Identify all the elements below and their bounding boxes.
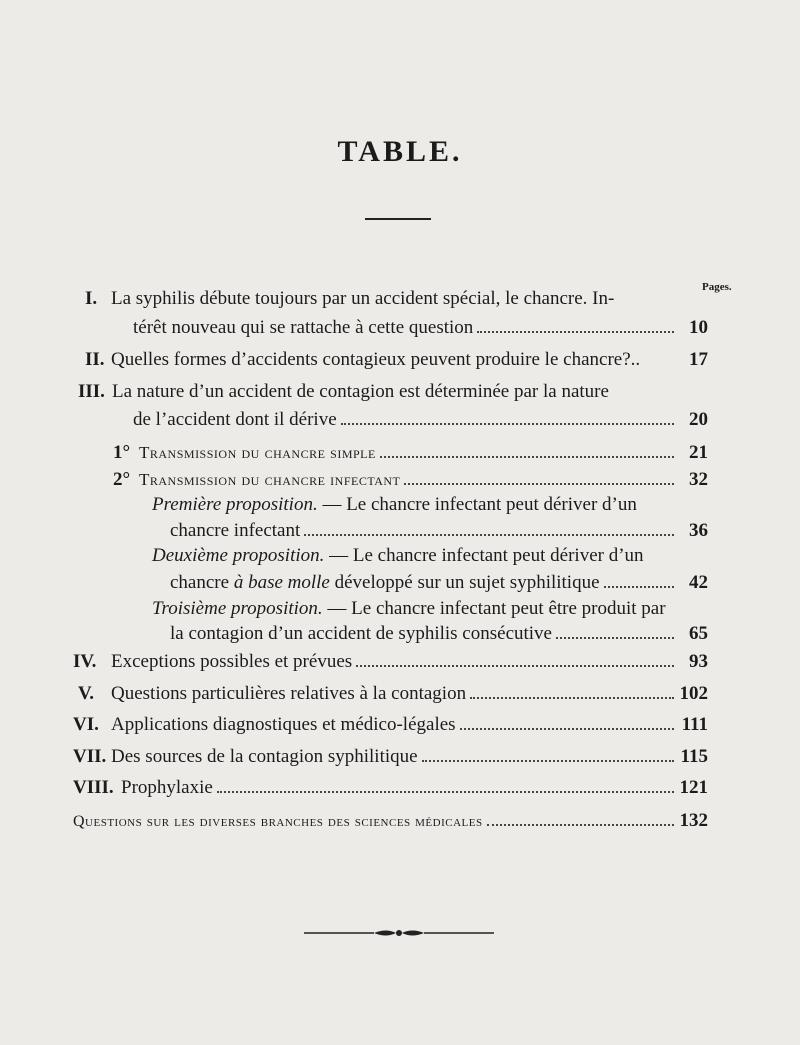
entry-text: — Le chancre infectant peut dériver d’un bbox=[322, 494, 637, 515]
entry-text: La syphilis débute toujours par un accident spécial, le chancre. In- bbox=[111, 288, 615, 309]
toc-proposition-1-cont bbox=[170, 520, 708, 542]
toc-entry-7 bbox=[73, 746, 708, 768]
leader-dots bbox=[604, 586, 674, 588]
ornament-divider bbox=[304, 926, 494, 940]
entry-page: 93 bbox=[689, 651, 708, 672]
leader-dots bbox=[217, 791, 674, 793]
entry-page: 20 bbox=[689, 409, 708, 430]
entry-text-cont: de l’accident dont il dérive bbox=[133, 409, 337, 430]
entry-page: 111 bbox=[681, 714, 708, 735]
proposition-label: Première proposition. bbox=[152, 494, 318, 515]
entry-text: — Le chancre infectant peut être produit par bbox=[327, 598, 666, 619]
entry-text: Exceptions possibles et prévues bbox=[111, 651, 353, 672]
leader-dots bbox=[422, 760, 674, 762]
leader-dots bbox=[341, 423, 674, 425]
leader-dots bbox=[470, 697, 674, 699]
toc-entry-1 bbox=[85, 288, 614, 310]
entry-text: Des sources de la contagion syphilitique bbox=[111, 746, 418, 767]
proposition-label: Deuxième proposition. bbox=[152, 545, 325, 566]
entry-text: Applications diagnostiques et médico-légales bbox=[111, 714, 456, 735]
entry-text: Questions sur les diverses branches des sciences médicales bbox=[73, 813, 483, 830]
toc-subentry-1 bbox=[113, 442, 708, 464]
toc-entry-5 bbox=[78, 683, 708, 705]
proposition-label: Troisième proposition. bbox=[152, 598, 323, 619]
title-rule bbox=[365, 218, 431, 220]
entry-page: 121 bbox=[679, 777, 708, 798]
leader-dots bbox=[380, 456, 674, 458]
toc-entry-3 bbox=[78, 381, 609, 403]
toc-entry-6 bbox=[73, 714, 708, 736]
toc-proposition-3 bbox=[152, 598, 666, 620]
entry-text: Transmission du chancre infectant bbox=[139, 470, 401, 489]
entry-text-cont: développé sur un sujet syphilitique bbox=[334, 572, 600, 593]
entry-number: II. bbox=[85, 349, 105, 370]
entry-number: VI. bbox=[73, 714, 99, 735]
entry-number: VII. bbox=[73, 746, 107, 767]
toc-proposition-3-cont bbox=[170, 623, 708, 645]
leader-dots bbox=[356, 665, 674, 667]
entry-page: 42 bbox=[689, 572, 708, 593]
toc-entry-1-cont bbox=[133, 317, 708, 339]
entry-text: Prophylaxie bbox=[121, 777, 213, 798]
entry-text-cont: la contagion d’un accident de syphilis consécutive bbox=[170, 623, 552, 644]
toc-entry-3-cont bbox=[133, 409, 708, 431]
entry-text-italic: à base molle bbox=[233, 572, 330, 593]
toc-proposition-2 bbox=[152, 545, 644, 567]
entry-number: VIII. bbox=[73, 777, 114, 798]
entry-text-cont: chancre bbox=[170, 572, 230, 593]
entry-text-cont: térêt nouveau qui se rattache à cette question bbox=[133, 317, 474, 338]
entry-number: IV. bbox=[73, 651, 97, 672]
entry-page: 17 bbox=[689, 349, 708, 370]
entry-text: Questions particulières relatives à la contagion bbox=[111, 683, 467, 704]
entry-page: 21 bbox=[689, 442, 708, 463]
toc-proposition-2-cont bbox=[170, 572, 708, 594]
toc-proposition-1 bbox=[152, 494, 637, 516]
page-title: TABLE. bbox=[337, 135, 463, 168]
entry-page: 115 bbox=[680, 746, 708, 767]
entry-text: Transmission du chancre simple bbox=[139, 443, 376, 462]
toc-entry-questions bbox=[73, 810, 708, 832]
entry-page: 132 bbox=[679, 810, 708, 831]
toc-entry-8 bbox=[73, 777, 708, 799]
entry-text: La nature d’un accident de contagion est déterminée par la nature bbox=[112, 381, 609, 402]
toc-entry-2 bbox=[85, 349, 708, 371]
entry-number: V. bbox=[78, 683, 95, 704]
entry-page: 36 bbox=[689, 520, 708, 541]
entry-number: 2° bbox=[113, 469, 131, 490]
leader-dots bbox=[304, 534, 674, 536]
entry-page: 102 bbox=[679, 683, 708, 704]
leader-dots bbox=[556, 637, 674, 639]
entry-text: Quelles formes d’accidents contagieux peuvent produire le chancre?.. bbox=[111, 349, 641, 370]
pages-column-label: Pages. bbox=[702, 281, 732, 293]
toc-subentry-2 bbox=[113, 469, 708, 491]
entry-page: 65 bbox=[689, 623, 708, 644]
entry-number: I. bbox=[85, 288, 98, 309]
leader-dots bbox=[460, 728, 674, 730]
toc-entry-4 bbox=[73, 651, 708, 673]
leader-dots bbox=[477, 331, 674, 333]
entry-number: 1° bbox=[113, 442, 131, 463]
entry-number: III. bbox=[78, 381, 105, 402]
entry-page: 32 bbox=[689, 469, 708, 490]
entry-text: — Le chancre infectant peut dériver d’un bbox=[329, 545, 644, 566]
entry-text-cont: chancre infectant bbox=[170, 520, 301, 541]
entry-page: 10 bbox=[689, 317, 708, 338]
leader-dots bbox=[404, 483, 674, 485]
leader-dots bbox=[487, 824, 674, 826]
